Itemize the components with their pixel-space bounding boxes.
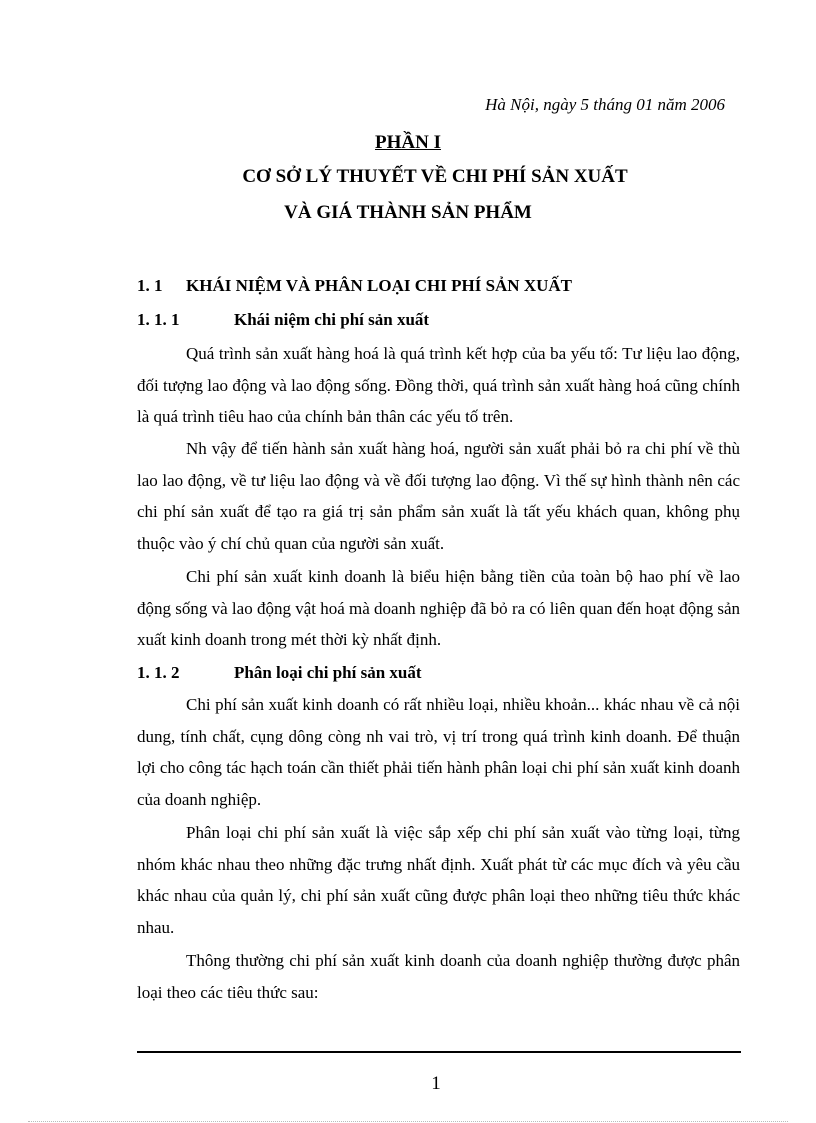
chapter-title-line-2: VÀ GIÁ THÀNH SẢN PHẨM	[284, 202, 532, 223]
page-number: 1	[431, 1073, 441, 1094]
section-number: 1. 1	[137, 276, 163, 295]
section-number: 1. 1. 2	[137, 663, 180, 682]
section-heading-1-1	[137, 276, 572, 296]
part-heading	[0, 132, 816, 154]
document-date: Hà Nội, ngày 5 tháng 01 năm 2006	[485, 95, 725, 114]
section-number: 1. 1. 1	[137, 310, 180, 329]
page-bottom-border	[28, 1121, 788, 1122]
paragraph: Phân loại chi phí sản xuất là việc sắp xếp chi phí sản xuất vào từng loại, từng nhóm khác nhau theo những đặc trưng nhất định. Xuất phát từ các mục đích và yêu cầu khác nhau của quản lý, chi phí sản xuất cũng được phân loại theo những tiêu thức khác nhau.	[137, 823, 740, 937]
paragraph: Nh vậy để tiến hành sản xuất hàng hoá, người sản xuất phải bỏ ra chi phí về thù lao lao động, về tư liệu lao động và về đối tượng lao động. Vì thế sự hình thành nên các chi phí sản xuất để tạo ra giá trị sản phẩm sản xuất là tất yếu khách quan, không phụ thuộc vào ý chí chủ quan của người sản xuất.	[137, 439, 740, 553]
section-heading-1-1-1	[137, 310, 429, 330]
footer-rule	[137, 1051, 741, 1053]
section-title: Khái niệm chi phí sản xuất	[234, 310, 430, 329]
chapter-title-line-1: CƠ SỞ LÝ THUYẾT VỀ CHI PHÍ SẢN XUẤT	[242, 166, 628, 187]
paragraph: Thông thường chi phí sản xuất kinh doanh của doanh nghiệp thường được phân loại theo các tiêu thức sau:	[137, 951, 740, 1002]
section-heading-1-1-2	[137, 663, 422, 683]
section-title: Phân loại chi phí sản xuất	[234, 663, 422, 682]
section-title: KHÁI NIỆM VÀ PHÂN LOẠI CHI PHÍ SẢN XUẤT	[186, 276, 572, 295]
part-label: PHẦN I	[375, 132, 441, 153]
paragraph: Quá trình sản xuất hàng hoá là quá trình kết hợp của ba yếu tố: Tư liệu lao động, đối tượng lao động và lao động sống. Đồng thời, quá trình sản xuất hàng hoá cũng chính là quá trình tiêu hao của chính bản thân các yếu tố trên.	[137, 344, 740, 427]
paragraph: Chi phí sản xuất kinh doanh là biểu hiện bằng tiền của toàn bộ hao phí về lao động sống và lao động vật hoá mà doanh nghiệp đã bỏ ra có liên quan đến hoạt động sản xuất kinh doanh trong mét thời kỳ nhất định.	[137, 567, 740, 650]
paragraph: Chi phí sản xuất kinh doanh có rất nhiều loại, nhiều khoản... khác nhau về cả nội dung, tính chất, cụng dông còng nh vai trò, vị trí trong quá trình kinh doanh. Để thuận lợi cho công tác hạch toán cần thiết phải tiến hành phân loại chi phí sản xuất kinh doanh của doanh nghiệp.	[137, 695, 740, 809]
